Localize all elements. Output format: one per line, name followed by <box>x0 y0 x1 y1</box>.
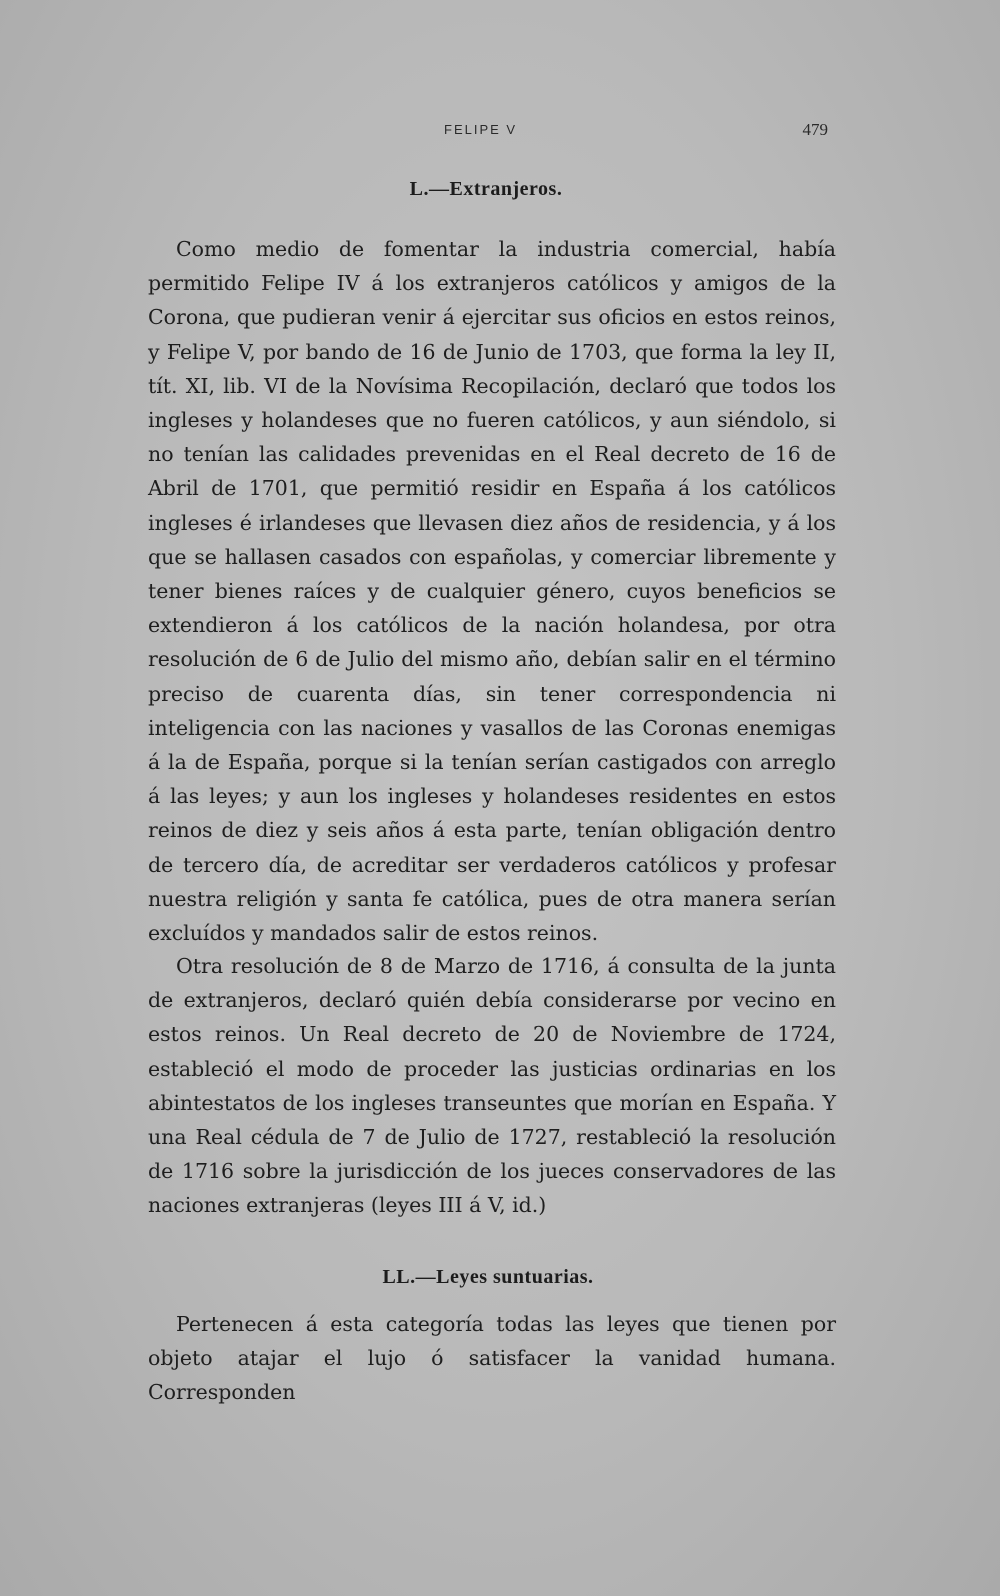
paragraph: Pertenecen á esta categoría todas las leyes que tienen por objeto atajar el lujo ó satisfacer la vanidad humana. Corresponden <box>148 1312 836 1405</box>
paragraph: Otra resolución de 8 de Marzo de 1716, á consulta de la junta de extranjeros, declaró quién debía considerarse por vecino en estos reinos. Un Real decreto de 20 de Noviembre de 1724, estableció el modo de proceder las justicias ordinarias en los abintestatos de los ingleses transeuntes que morían en España. Y una Real cédula de 7 de Julio de 1727, restableció la resolución de 1716 sobre la jurisdicción de los jueces conservadores de las naciones extranjeras (leyes III á V, id.) <box>148 954 836 1218</box>
page-number: 479 <box>802 120 828 139</box>
section-heading-extranjeros: L.—Extranjeros. <box>409 178 563 200</box>
paragraph: Como medio de fomentar la industria comercial, había permitido Felipe IV á los extranjeros católicos y amigos de la Corona, que pudieran venir á ejercitar sus oficios en estos reinos, y Felipe V, por bando de 16 de Junio de 1703, que forma la ley II, tít. XI, lib. VI de la Novísima Recopilación, declaró que todos los ingleses y holandeses que no fueren católicos, y aun siéndolo, si no tenían las calidades prevenidas en el Real decreto de 16 de Abril de 1701, que permitió residir en España á los católicos ingleses é irlandeses que llevasen diez años de residencia, y á los que se hallasen casados con españolas, y comerciar libremente y tener bienes raíces y de cualquier género, cuyos beneficios se extendieron á los católicos de la nación holandesa, por otra resolución de 6 de Julio del mismo año, debían salir en el término preciso de cuarenta días, sin tener correspondencia ni inteligencia con las naciones y vasallos de las Coronas enemigas á la de España, porque si la tenían serían castigados con arreglo á las leyes; y aun los ingleses y holandeses residentes en estos reinos de diez y seis años á esta parte, tenían obligación dentro de tercero día, de acreditar ser verdaderos católicos y profesar nuestra religión y santa fe católica, pues de otra manera serían excluídos y mandados salir de estos reinos. <box>148 237 836 946</box>
running-title: FELIPE V <box>444 122 518 137</box>
running-head <box>148 122 828 146</box>
section-heading-leyes-suntuarias: LL.—Leyes suntuarias. <box>382 1266 594 1288</box>
